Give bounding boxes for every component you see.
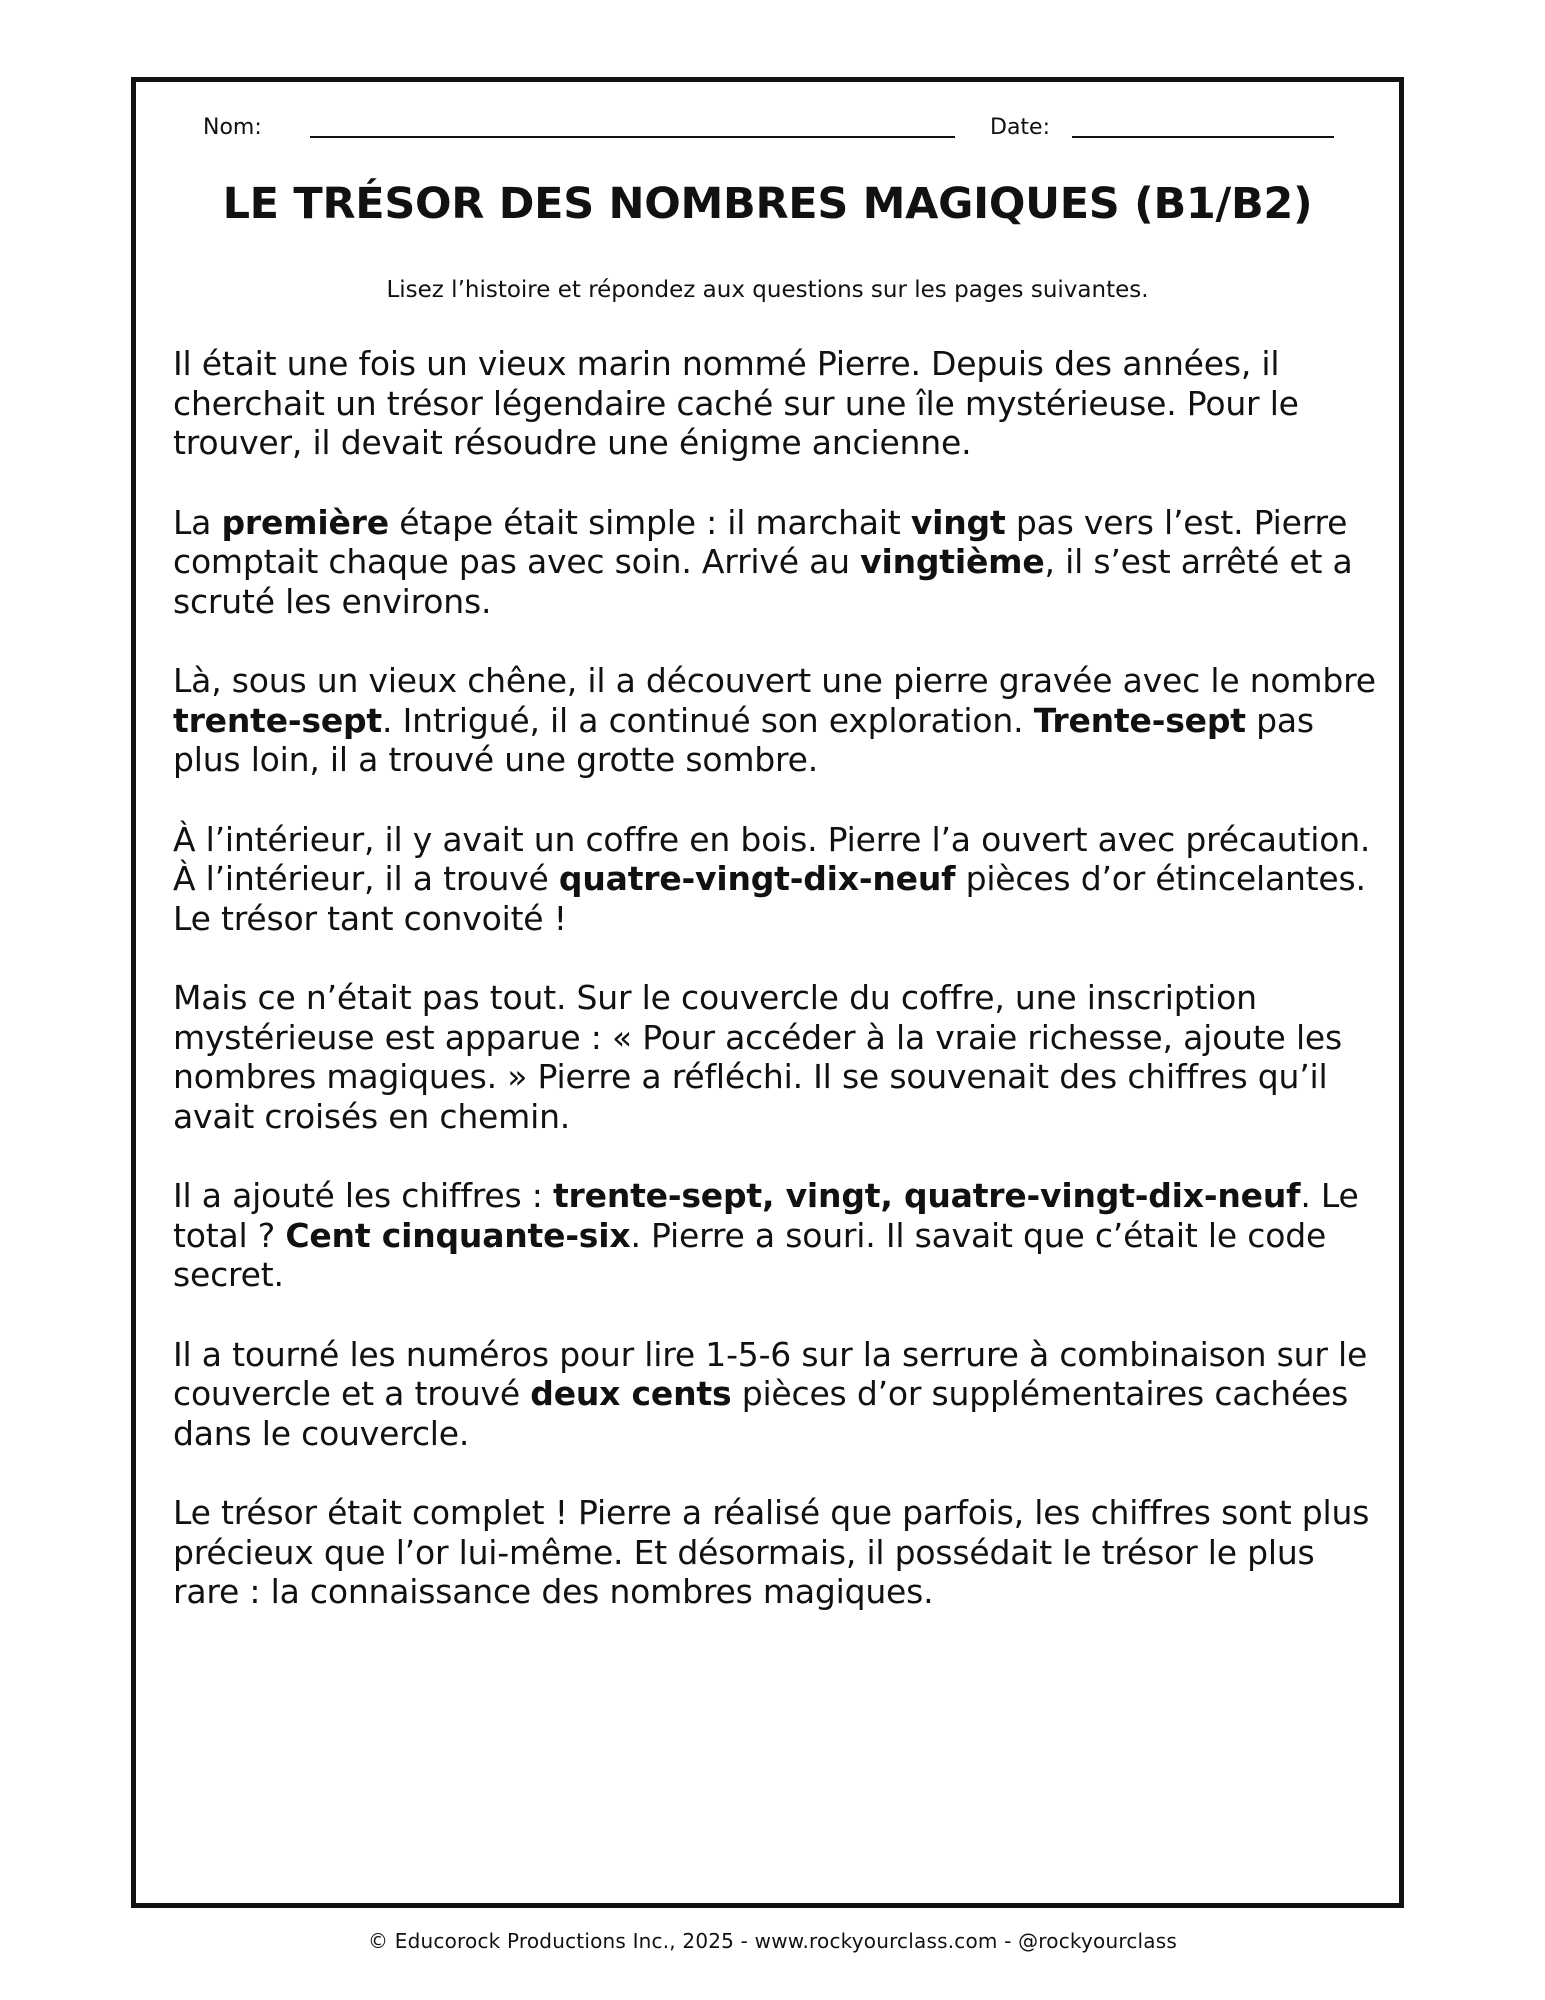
- story-paragraph-7: [173, 1335, 1388, 1454]
- story-text-run: étape était simple : il marchait: [388, 502, 911, 542]
- story-text-run: Il a ajouté les chiffres :: [173, 1176, 553, 1215]
- story-text-run: À l’intérieur, il y avait un coffre en bois. Pierre l’a ouvert avec précaution. À l’intérieur, il a trouvé: [173, 819, 1371, 898]
- date-write-line[interactable]: [1072, 136, 1334, 138]
- story-text-run: pas plus loin, il a trouvé une grotte sombre.: [173, 700, 1314, 779]
- story-text-run: . Intrigué, il a continué son exploration.: [382, 700, 1034, 740]
- story-paragraph-5: Mais ce n’était pas tout. Sur le couvercle du coffre, une inscription mystérieuse est apparue : « Pour accéder à la vraie richesse, ajoute les nombres magiques. » Pierre a réfléchi. Il se souvenait des chiffres qu’il avait croisés en chemin.: [173, 978, 1343, 1136]
- story-paragraph-4: [173, 820, 1388, 939]
- story-text-run: Là, sous un vieux chêne, il a découvert une pierre gravée avec le nombre: [173, 661, 1376, 700]
- bold-number-word: vingt: [910, 502, 1006, 542]
- bold-number-word: première: [221, 502, 389, 542]
- bold-number-word: trente-sept, vingt, quatre-vingt-dix-neuf: [552, 1176, 1301, 1215]
- story-text-run: pas vers l’est. Pierre comptait chaque pas avec soin. Arrivé au: [173, 502, 1348, 581]
- copyright-footer: © Educorock Productions Inc., 2025 - www.rockyourclass.com - @rockyourclass: [368, 1929, 1177, 1953]
- bold-number-word: Trente-sept: [1033, 700, 1246, 740]
- bold-number-word: vingtième: [860, 542, 1045, 581]
- bold-number-word: deux cents: [530, 1374, 732, 1413]
- story-text-run: pièces d’or supplémentaires cachées dans le couvercle.: [173, 1374, 1349, 1453]
- bold-number-word: trente-sept: [173, 700, 382, 740]
- story-paragraph-1: Il était une fois un vieux marin nommé Pierre. Depuis des années, il cherchait un trésor légendaire caché sur une île mystérieuse. Pour le trouver, il devait résoudre une énigme ancienne.: [173, 344, 1299, 462]
- worksheet-title: LE TRÉSOR DES NOMBRES MAGIQUES (B1/B2): [222, 179, 1313, 229]
- story-text-run: . Pierre a souri. Il savait que c’était le code secret.: [173, 1215, 1327, 1294]
- story-paragraph-2: [173, 503, 1388, 622]
- instructions: Lisez l’histoire et répondez aux questions sur les pages suivantes.: [386, 277, 1149, 303]
- story-paragraph-8: Le trésor était complet ! Pierre a réalisé que parfois, les chiffres sont plus précieux que l’or lui-même. Et désormais, il possédait le trésor le plus rare : la connaissance des nombres magiques.: [173, 1493, 1370, 1611]
- story-text-run: La: [173, 502, 222, 542]
- student-info-header: [0, 113, 1545, 143]
- story-text-run: , il s’est arrêté et a scruté les environs.: [173, 542, 1353, 621]
- story-paragraph-3: [173, 661, 1388, 780]
- story-text-run: . Le total ?: [173, 1176, 1359, 1255]
- name-label: Nom:: [203, 115, 262, 140]
- story-text-run: Il a tourné les numéros pour lire 1-5-6 sur la serrure à combinaison sur le couvercle et a trouvé: [173, 1334, 1368, 1413]
- bold-number-word: Cent cinquante-six: [285, 1215, 631, 1255]
- story-text: [173, 344, 1388, 1652]
- date-label: Date:: [990, 115, 1050, 140]
- story-text-run: pièces d’or étincelantes. Le trésor tant convoité !: [173, 859, 1366, 938]
- story-paragraph-6: [173, 1176, 1388, 1295]
- name-write-line[interactable]: [310, 136, 955, 138]
- bold-number-word: quatre-vingt-dix-neuf: [558, 859, 956, 898]
